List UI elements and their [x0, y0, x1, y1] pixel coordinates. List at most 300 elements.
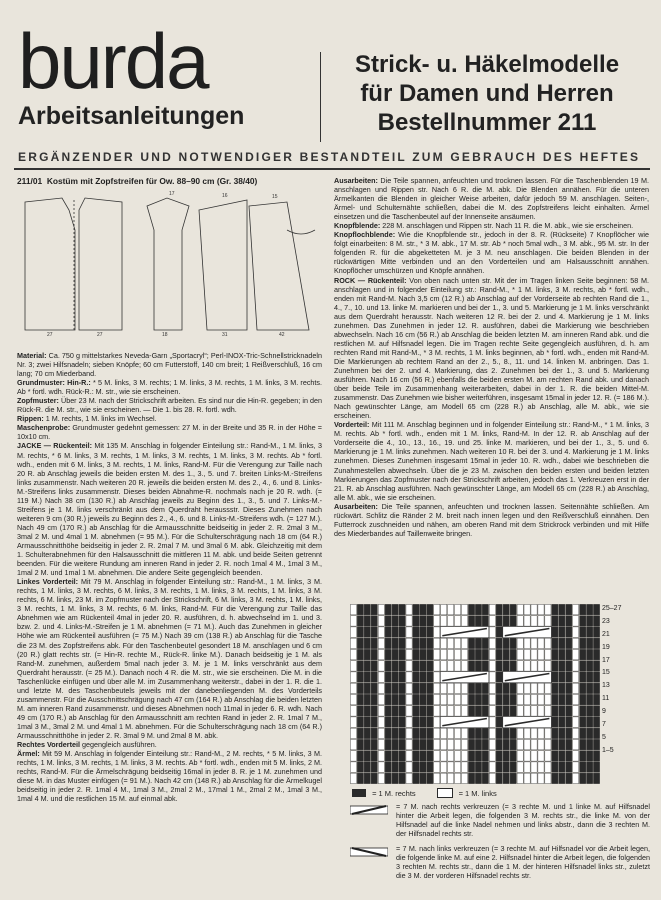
chart-cell	[559, 717, 565, 727]
chart-cell	[580, 762, 586, 772]
chart-cell	[462, 649, 468, 659]
chart-cell	[420, 773, 426, 783]
chart-cell	[420, 672, 426, 682]
chart-cell	[573, 717, 579, 727]
paragraph-heading: Material:	[17, 351, 47, 360]
chart-cell	[552, 706, 558, 716]
chart-cell	[593, 773, 599, 783]
chart-cell	[475, 604, 481, 614]
chart-cell	[517, 649, 523, 659]
chart-cell	[357, 762, 363, 772]
chart-cell	[378, 627, 384, 637]
chart-cell	[350, 604, 356, 614]
chart-cell	[545, 706, 551, 716]
paragraph-body: Mit 79 M. Anschlag in folgender Einteilung str.: Rand-M., 1 M. links, 3 M. rechts, 1 M. links, 3 M. rechts, 6 M. links, 3 M. rechts, 1 M. links, 3 M. rechts, 1 M. links, 3 M. rechts, 6 M. links, 23 M. im Zopfmuster nach der Strickschrift, 6 M. links, 3 M. rechts, 1 M. links, 3 M. rechts, 1 M. links, 3 M. rechts, 6 M. links, Rand-M. Für die Verengung zur Taille das Abnehmen wie am Rückenteil 4mal in jeder 20. R. ausführen, d. h. abwechselnd im 1. und 3. bzw. 2. und 4. Links-M.-Streifen je 1 M. abnehmen (= 71 M.). Auch das Zunehmen in gleicher Höhe wie am Rückenteil ausführen (= 75 M.) Nach 39 cm (138 R.) ab Anschlag für die Tasche die 23 M. des Zopfstreifens abk. Für den Taschenbeutel gesondert 18 M. anschlagen und 6 cm (20 R.) glatt rechts str. (= Hin-R. rechte M., Rück-R. linke M.). Danach beidseitig je 1 M. als Rand-M. zunehmen, außerdem 5mal nach jeder 3. M. je 1 M. links verschränkt aus dem Querdraht herausstr. (= 25 M.). Danach noch 4 R. die M. str., wie sie erscheinen. Die M. in die Taschenlücke einfügen und über alle M. im Zusammenhang weiterstr., dabei in der 1. R. die 1. und letzte M. des Taschenbeutels jeweils mit der danebenliegenden M. des Vorderteils zusammenstr. Für die Ausschnittschrägung nach 47 cm (164 R.) ab Anschlag die beiden letzten M. am inneren Rand zusammenstr. und dieses Abnehmen noch 11mal in jeder 6. R. wdh. Nach 49 cm (170 R.) ab Anschlag für den Armausschnitt am rechten Rand in jeder 2. R. 1mal 7 M., 1mal 3 M., 3mal 2 M. und 4mal 1 M. abnehmen. Für die Schulterschrägung nach 18 cm (64 R.) Armausschnitthöhe in jeder 2. R. 3mal 9 M. und 2mal 8 M. abk.	[17, 577, 322, 740]
chart-cell	[427, 717, 433, 727]
chart-row-label: 7	[602, 721, 606, 729]
chart-cell	[552, 683, 558, 693]
chart-cell	[566, 683, 572, 693]
chart-cell	[448, 683, 454, 693]
chart-cell	[399, 638, 405, 648]
chart-cell	[448, 661, 454, 671]
chart-cell	[371, 694, 377, 704]
chart-cell	[482, 616, 488, 626]
chart-cell	[593, 627, 599, 637]
chart-cell	[468, 739, 474, 749]
chart-cell	[475, 638, 481, 648]
chart-cell	[371, 616, 377, 626]
svg-text:17: 17	[169, 191, 175, 197]
chart-cell	[406, 739, 412, 749]
chart-row-label: 21	[602, 630, 610, 638]
chart-cell	[420, 751, 426, 761]
chart-cell	[392, 672, 398, 682]
chart-cell	[593, 694, 599, 704]
chart-cell	[378, 706, 384, 716]
chart-cell	[462, 638, 468, 648]
chart-cell	[455, 649, 461, 659]
chart-cell	[496, 762, 502, 772]
chart-cell	[441, 706, 447, 716]
chart-cell	[593, 739, 599, 749]
chart-cell	[399, 717, 405, 727]
chart-cell	[573, 706, 579, 716]
chart-cell	[420, 683, 426, 693]
chart-cell	[587, 627, 593, 637]
chart-cell	[475, 661, 481, 671]
chart-cell	[559, 616, 565, 626]
chart-cell	[385, 694, 391, 704]
instruction-paragraph	[334, 420, 649, 501]
chart-cell	[350, 773, 356, 783]
instruction-paragraph	[17, 351, 322, 378]
chart-cell	[448, 604, 454, 614]
chart-cell	[399, 751, 405, 761]
svg-text:42: 42	[279, 332, 285, 338]
paragraph-heading: Knopfblende:	[334, 221, 381, 231]
chart-cell	[364, 762, 370, 772]
chart-cell	[538, 649, 544, 659]
chart-cell	[580, 661, 586, 671]
chart-cell	[587, 706, 593, 716]
chart-cell	[496, 649, 502, 659]
chart-cell	[496, 751, 502, 761]
chart-cell	[566, 739, 572, 749]
chart-cell	[371, 638, 377, 648]
chart-cell	[545, 739, 551, 749]
chart-cell	[531, 616, 537, 626]
chart-cell	[371, 604, 377, 614]
chart-cell	[559, 638, 565, 648]
chart-cell	[413, 616, 419, 626]
chart-cell	[475, 739, 481, 749]
chart-cell	[399, 706, 405, 716]
chart-cell	[406, 604, 412, 614]
chart-cell	[566, 672, 572, 682]
chart-cell	[434, 672, 440, 682]
chart-cell	[545, 683, 551, 693]
chart-cell	[496, 604, 502, 614]
chart-cell	[385, 616, 391, 626]
chart-cell	[420, 717, 426, 727]
chart-cell	[587, 683, 593, 693]
legend-links: = 1 M. links	[458, 788, 497, 798]
chart-cell	[448, 751, 454, 761]
chart-cell	[496, 616, 502, 626]
item-number: 211/01	[17, 176, 43, 186]
chart-cell	[378, 717, 384, 727]
chart-cell	[406, 683, 412, 693]
chart-cell	[489, 717, 495, 727]
chart-cell	[587, 649, 593, 659]
chart-row-label: 19	[602, 643, 610, 651]
chart-cell	[538, 751, 544, 761]
chart-cell	[385, 739, 391, 749]
instruction-paragraph	[17, 378, 322, 396]
chart-cell	[462, 683, 468, 693]
chart-row-label: 17	[602, 656, 610, 664]
chart-cell	[420, 728, 426, 738]
chart-cell	[489, 604, 495, 614]
chart-cell	[489, 728, 495, 738]
chart-cell	[552, 694, 558, 704]
chart-cell	[434, 683, 440, 693]
header-title	[332, 50, 642, 137]
chart-cell	[434, 694, 440, 704]
chart-cell	[462, 616, 468, 626]
chart-cell	[378, 739, 384, 749]
chart-cell	[406, 616, 412, 626]
chart-cell	[489, 694, 495, 704]
chart-cell	[427, 638, 433, 648]
chart-cell	[517, 661, 523, 671]
chart-cell	[503, 649, 509, 659]
chart-cell	[517, 694, 523, 704]
title-line-2: für Damen und Herren	[360, 80, 614, 107]
chart-cell	[545, 728, 551, 738]
chart-cell	[364, 672, 370, 682]
chart-cell	[552, 672, 558, 682]
chart-cell	[357, 649, 363, 659]
chart-cell	[468, 762, 474, 772]
chart-cell	[420, 706, 426, 716]
chart-cell	[357, 717, 363, 727]
chart-cell	[580, 706, 586, 716]
chart-cell	[392, 604, 398, 614]
chart-cell	[559, 773, 565, 783]
cable-left-icon	[350, 844, 388, 860]
chart-cell	[392, 616, 398, 626]
chart-cell	[524, 661, 530, 671]
chart-cell	[378, 649, 384, 659]
legend-cable-right	[350, 802, 650, 838]
chart-cell	[580, 717, 586, 727]
chart-cell	[406, 627, 412, 637]
chart-cell	[517, 762, 523, 772]
chart-cell	[378, 762, 384, 772]
paragraph-heading: Grundmuster: Hin-R.:	[17, 378, 91, 388]
chart-cell	[545, 649, 551, 659]
chart-cell	[580, 728, 586, 738]
chart-cell	[385, 661, 391, 671]
chart-cell	[566, 751, 572, 761]
chart-cell	[587, 762, 593, 772]
chart-cell	[545, 604, 551, 614]
chart-cell	[468, 649, 474, 659]
item-name: Kostüm mit Zopfstreifen für Ow. 88–90 cm (Gr. 38/40)	[46, 176, 258, 186]
paragraph-body: Ca. 750 g mittelstarkes Neveda-Garn „Sportacryl“; Perl-INOX-Tric-Schnellstricknadeln Nr. 3; zwei Hilfsnadeln; sieben Knöpfe; 60 cm Futterstoff, 140 cm breit; 1 Reißverschluß, 16 cm lang; 70 cm Miederband.	[17, 351, 322, 379]
chart-cell	[385, 751, 391, 761]
item-title	[17, 176, 322, 186]
chart-cell	[420, 649, 426, 659]
chart-cell	[427, 751, 433, 761]
chart-cell	[364, 717, 370, 727]
chart-cell	[559, 751, 565, 761]
chart-cell	[496, 739, 502, 749]
chart-cell	[524, 638, 530, 648]
chart-cell	[573, 638, 579, 648]
left-text	[17, 351, 322, 803]
chart-cell	[566, 762, 572, 772]
chart-cell	[517, 773, 523, 783]
chart-cell	[475, 773, 481, 783]
links-symbol-icon	[437, 788, 453, 798]
chart-cell	[427, 661, 433, 671]
chart-cell	[455, 683, 461, 693]
chart-row-label: 9	[602, 708, 606, 716]
chart-cell	[448, 773, 454, 783]
chart-cell	[503, 616, 509, 626]
chart-cell	[545, 762, 551, 772]
chart-cell	[364, 728, 370, 738]
chart-cell	[399, 672, 405, 682]
chart-cell	[510, 728, 516, 738]
chart-cell	[371, 706, 377, 716]
chart-cell	[385, 649, 391, 659]
chart-cell	[364, 739, 370, 749]
chart-cell	[593, 649, 599, 659]
chart-cell	[531, 649, 537, 659]
chart-cell	[420, 604, 426, 614]
chart-cell	[357, 706, 363, 716]
instruction-paragraph	[17, 441, 322, 577]
chart-cell	[517, 751, 523, 761]
paragraph-body: Grundmuster gedehnt gemessen: 27 M. in der Breite und 35 R. in der Höhe = 10x10 cm.	[17, 423, 322, 442]
chart-cell	[475, 706, 481, 716]
chart-cell	[434, 728, 440, 738]
chart-cell	[399, 739, 405, 749]
chart-cell	[559, 683, 565, 693]
chart-cell	[350, 762, 356, 772]
chart-row-label: 15	[602, 669, 610, 677]
chart-cell	[413, 717, 419, 727]
header-rule	[14, 168, 650, 170]
chart-cell	[364, 638, 370, 648]
chart-cell	[573, 728, 579, 738]
chart-cell	[441, 661, 447, 671]
chart-cell	[573, 604, 579, 614]
chart-cell	[399, 773, 405, 783]
chart-cell	[587, 717, 593, 727]
chart-cell	[538, 661, 544, 671]
chart-cell	[517, 683, 523, 693]
chart-cell	[357, 661, 363, 671]
chart-cell	[593, 672, 599, 682]
paragraph-body: Wie die Knopfblende str., jedoch in der 8. R. (Rückseite) 7 Knopflöcher wie folgt einarbeiten: 8 M. str., * 3 M. abk., 17 M. str. Ab * noch 5mal wdh., 3 M. abk., 95 M. str. In der folgenden R. für die abgeketteten M. je 3 M. neu anschlagen. Die beiden Blenden in der rückwärtigen Mitte verbinden und an den Vorderteilen und am Halsausschnitt annähen. Knopflöcher umschürzen und Knöpfe annähen.	[334, 230, 649, 276]
chart-cell	[420, 616, 426, 626]
chart-cell	[406, 661, 412, 671]
paragraph-heading: JACKE — Rückenteil:	[17, 441, 93, 451]
chart-cell	[552, 717, 558, 727]
chart-cell	[559, 706, 565, 716]
chart-cell	[482, 728, 488, 738]
chart-cell	[392, 706, 398, 716]
chart-cell	[545, 661, 551, 671]
chart-cell	[538, 694, 544, 704]
chart-cell	[538, 762, 544, 772]
brand-subtitle: Arbeitsanleitungen	[18, 102, 245, 130]
chart-cell	[482, 649, 488, 659]
chart-cell	[371, 728, 377, 738]
chart-cell	[413, 683, 419, 693]
chart-cell	[482, 604, 488, 614]
chart-cell	[364, 751, 370, 761]
chart-cell	[385, 773, 391, 783]
chart-cell	[587, 672, 593, 682]
chart-cell	[399, 604, 405, 614]
chart-cell	[455, 762, 461, 772]
chart-cell	[392, 683, 398, 693]
chart-cell	[413, 762, 419, 772]
paragraph-body: Mit 111 M. Anschlag beginnen und in folgender Einteilung str.: Rand-M., * 1 M. links, 3 M. rechts. Ab * fortl. wdh., enden mit 1 M. links, Rand-M. In der 12. R. ab Anschlag auf der Vorderseite die 4., 10., 13., 16., 19. und 25. linke M. markieren, und bei der 1., 3., 5. und 6. Markierung je 1 M. links zunehmen. Nach weiteren 10 R. bei der 3. und 4. Markierung je 1 M. links zunehmen. Dieses Zunehmen insgesamt 15mal in jeder 10. R. wdh., dabei wie beschrieben die Zunahmestellen abwechseln. Über die je 23 M. zwischen den beiden ersten und beiden letzten Markierungen das Zopfmuster nach der Strickschrift arbeiten, jedoch das 1. Verkreuzen erst in der 21. R. ab Anschlag ausführen. Nach gewünschter Länge, am Modell 65 cm (228 R.) ab Anschlag, alle M. abk., wie sie erscheinen.	[334, 420, 649, 502]
chart-cell	[406, 649, 412, 659]
chart-cell	[434, 717, 440, 727]
chart-cell	[406, 694, 412, 704]
chart-cell	[552, 728, 558, 738]
chart-cell	[427, 683, 433, 693]
chart-cell	[434, 616, 440, 626]
chart-cell	[510, 762, 516, 772]
chart-cell	[559, 672, 565, 682]
paragraph-heading: Ausarbeiten:	[334, 176, 378, 185]
chart-cell	[566, 638, 572, 648]
chart-cell	[538, 706, 544, 716]
chart-cell	[524, 604, 530, 614]
chart-cell	[510, 739, 516, 749]
chart-cell	[573, 649, 579, 659]
chart-cell	[531, 762, 537, 772]
chart-cell	[593, 638, 599, 648]
chart-cell	[573, 762, 579, 772]
chart-cell	[517, 706, 523, 716]
chart-cell	[378, 638, 384, 648]
chart-cell	[413, 773, 419, 783]
chart-cell	[482, 706, 488, 716]
chart-cell	[517, 638, 523, 648]
chart-cell	[448, 739, 454, 749]
chart-cell	[441, 638, 447, 648]
chart-cell	[364, 694, 370, 704]
chart-cell	[587, 773, 593, 783]
chart-cell	[392, 728, 398, 738]
chart-cell	[385, 728, 391, 738]
chart-cell	[420, 739, 426, 749]
paragraph-heading: Linkes Vorderteil:	[17, 577, 79, 587]
chart-cell	[517, 616, 523, 626]
chart-cell	[357, 638, 363, 648]
chart-cell	[427, 706, 433, 716]
paragraph-heading: Knopflochblende:	[334, 230, 396, 240]
chart-cell	[378, 683, 384, 693]
chart-cell	[593, 604, 599, 614]
chart-cell	[475, 751, 481, 761]
chart-cell	[378, 604, 384, 614]
chart-cell	[566, 728, 572, 738]
chart-cell	[475, 616, 481, 626]
chart-cell	[482, 773, 488, 783]
chart-cell	[531, 683, 537, 693]
chart-cell	[489, 739, 495, 749]
chart-cell	[455, 706, 461, 716]
chart-cell	[482, 661, 488, 671]
chart-cell	[357, 604, 363, 614]
chart-cell	[503, 683, 509, 693]
chart-cell	[559, 762, 565, 772]
chart-cell	[385, 627, 391, 637]
chart-cell	[462, 751, 468, 761]
chart-cell	[531, 751, 537, 761]
chart-cell	[545, 616, 551, 626]
chart-cell	[531, 694, 537, 704]
chart-cell	[420, 661, 426, 671]
chart-cell	[538, 739, 544, 749]
chart-cell	[475, 649, 481, 659]
chart-cell	[420, 627, 426, 637]
chart-cell	[566, 649, 572, 659]
chart-cell	[552, 638, 558, 648]
chart-cell	[468, 728, 474, 738]
chart-cell	[455, 773, 461, 783]
chart-cell	[350, 706, 356, 716]
chart-cell	[510, 638, 516, 648]
chart-cell	[503, 762, 509, 772]
chart-cell	[378, 661, 384, 671]
chart-cell	[580, 694, 586, 704]
chart-cell	[517, 739, 523, 749]
chart-cell	[420, 638, 426, 648]
chart-cell	[378, 773, 384, 783]
chart-cell	[462, 728, 468, 738]
chart-cell	[385, 604, 391, 614]
chart-cell	[517, 728, 523, 738]
paragraph-body: Von oben nach unten str. Mit der im Tragen linken Seite beginnen: 58 M. anschlagen und in folgender Einteilung str.: Rand-M., * 1 M. links, 3 M. rechts, ab * fortl. wdh., enden mit Rand-M. Nach 3,5 cm (12 R.) ab Anschlag auf der Vorderseite ab rechten Rand die 1., 4., 7., 10. und 13. linke M. markieren und bei der 1., 3. und 5. Markierung je 1 M. links verschränkt aus dem Querdraht herausstr. Nach weiteren 12 R. bei der 2. und 4. Markierung je 1 M. links zunehmen. Das Zunehmen in jeder 12. R. ausführen, dabei die Markierung wie beschrieben abwechseln. Nach 16 cm (56 R.) ab Anschlag die beiden letzten M. am inneren Rand abk. und die restlichen M. auf Hilfsnadel legen. Die im Tragen rechte Seite gegengleich ausführen, d. h. am rechten Rand mit Rand-M., * 3 M. rechts, 1 M. links beginnen, ab * fortl. wdh., enden mit Rand-M. Die Markierungen ab rechtem Rand an der 2., 5., 8., 11. und 14. linken M. anbringen. Das 1. Zunehmen bei der 2. und 4. Markierung, das 2. Zunehmen bei der 1., 3. und 5. Markierung ausführen. Nach 16 cm (56 R.) ebenfalls die beiden ersten M. am rechten Rand abk. und danach über beide Teile im Zusammenhang weiterarbeiten, dabei in der 1. R. die beiden Mittel-M. zusammenstr. Das Zunehmen wie bisher weiterführen, insgesamt 15mal in jeder 12. R. (= 186 M.). Nach gewünschter Länge, am Modell 65 cm (228 R.) ab Anschlag, alle M. abk., wie sie erscheinen.	[334, 275, 649, 421]
chart-cell	[538, 683, 544, 693]
chart-cell	[364, 616, 370, 626]
legend-rechts: = 1 M. rechts	[372, 788, 416, 798]
chart-cell	[371, 751, 377, 761]
chart-cell	[531, 739, 537, 749]
chart-cell	[566, 694, 572, 704]
chart-cell	[406, 762, 412, 772]
chart-cell	[510, 649, 516, 659]
chart-cell	[441, 773, 447, 783]
legend-cable-left-text: = 7 M. nach links verkreuzen (= 3 rechte M. auf Hilfsnadel vor die Arbeit legen, die folgende linke M. auf eine 2. Hilfsnadel hinter die Arbeit legen, die folgenden 3 rechten M. rechts str., dann die 1 M. der hinteren Hilfsnadel links str., zuletzt die 3 M. der vorderen Hilfsnadel rechts str.	[396, 844, 650, 880]
chart-cell	[566, 604, 572, 614]
paragraph-heading: Vorderteil:	[334, 420, 370, 430]
chart-cell	[517, 604, 523, 614]
chart-cell	[364, 661, 370, 671]
chart-cell	[350, 649, 356, 659]
